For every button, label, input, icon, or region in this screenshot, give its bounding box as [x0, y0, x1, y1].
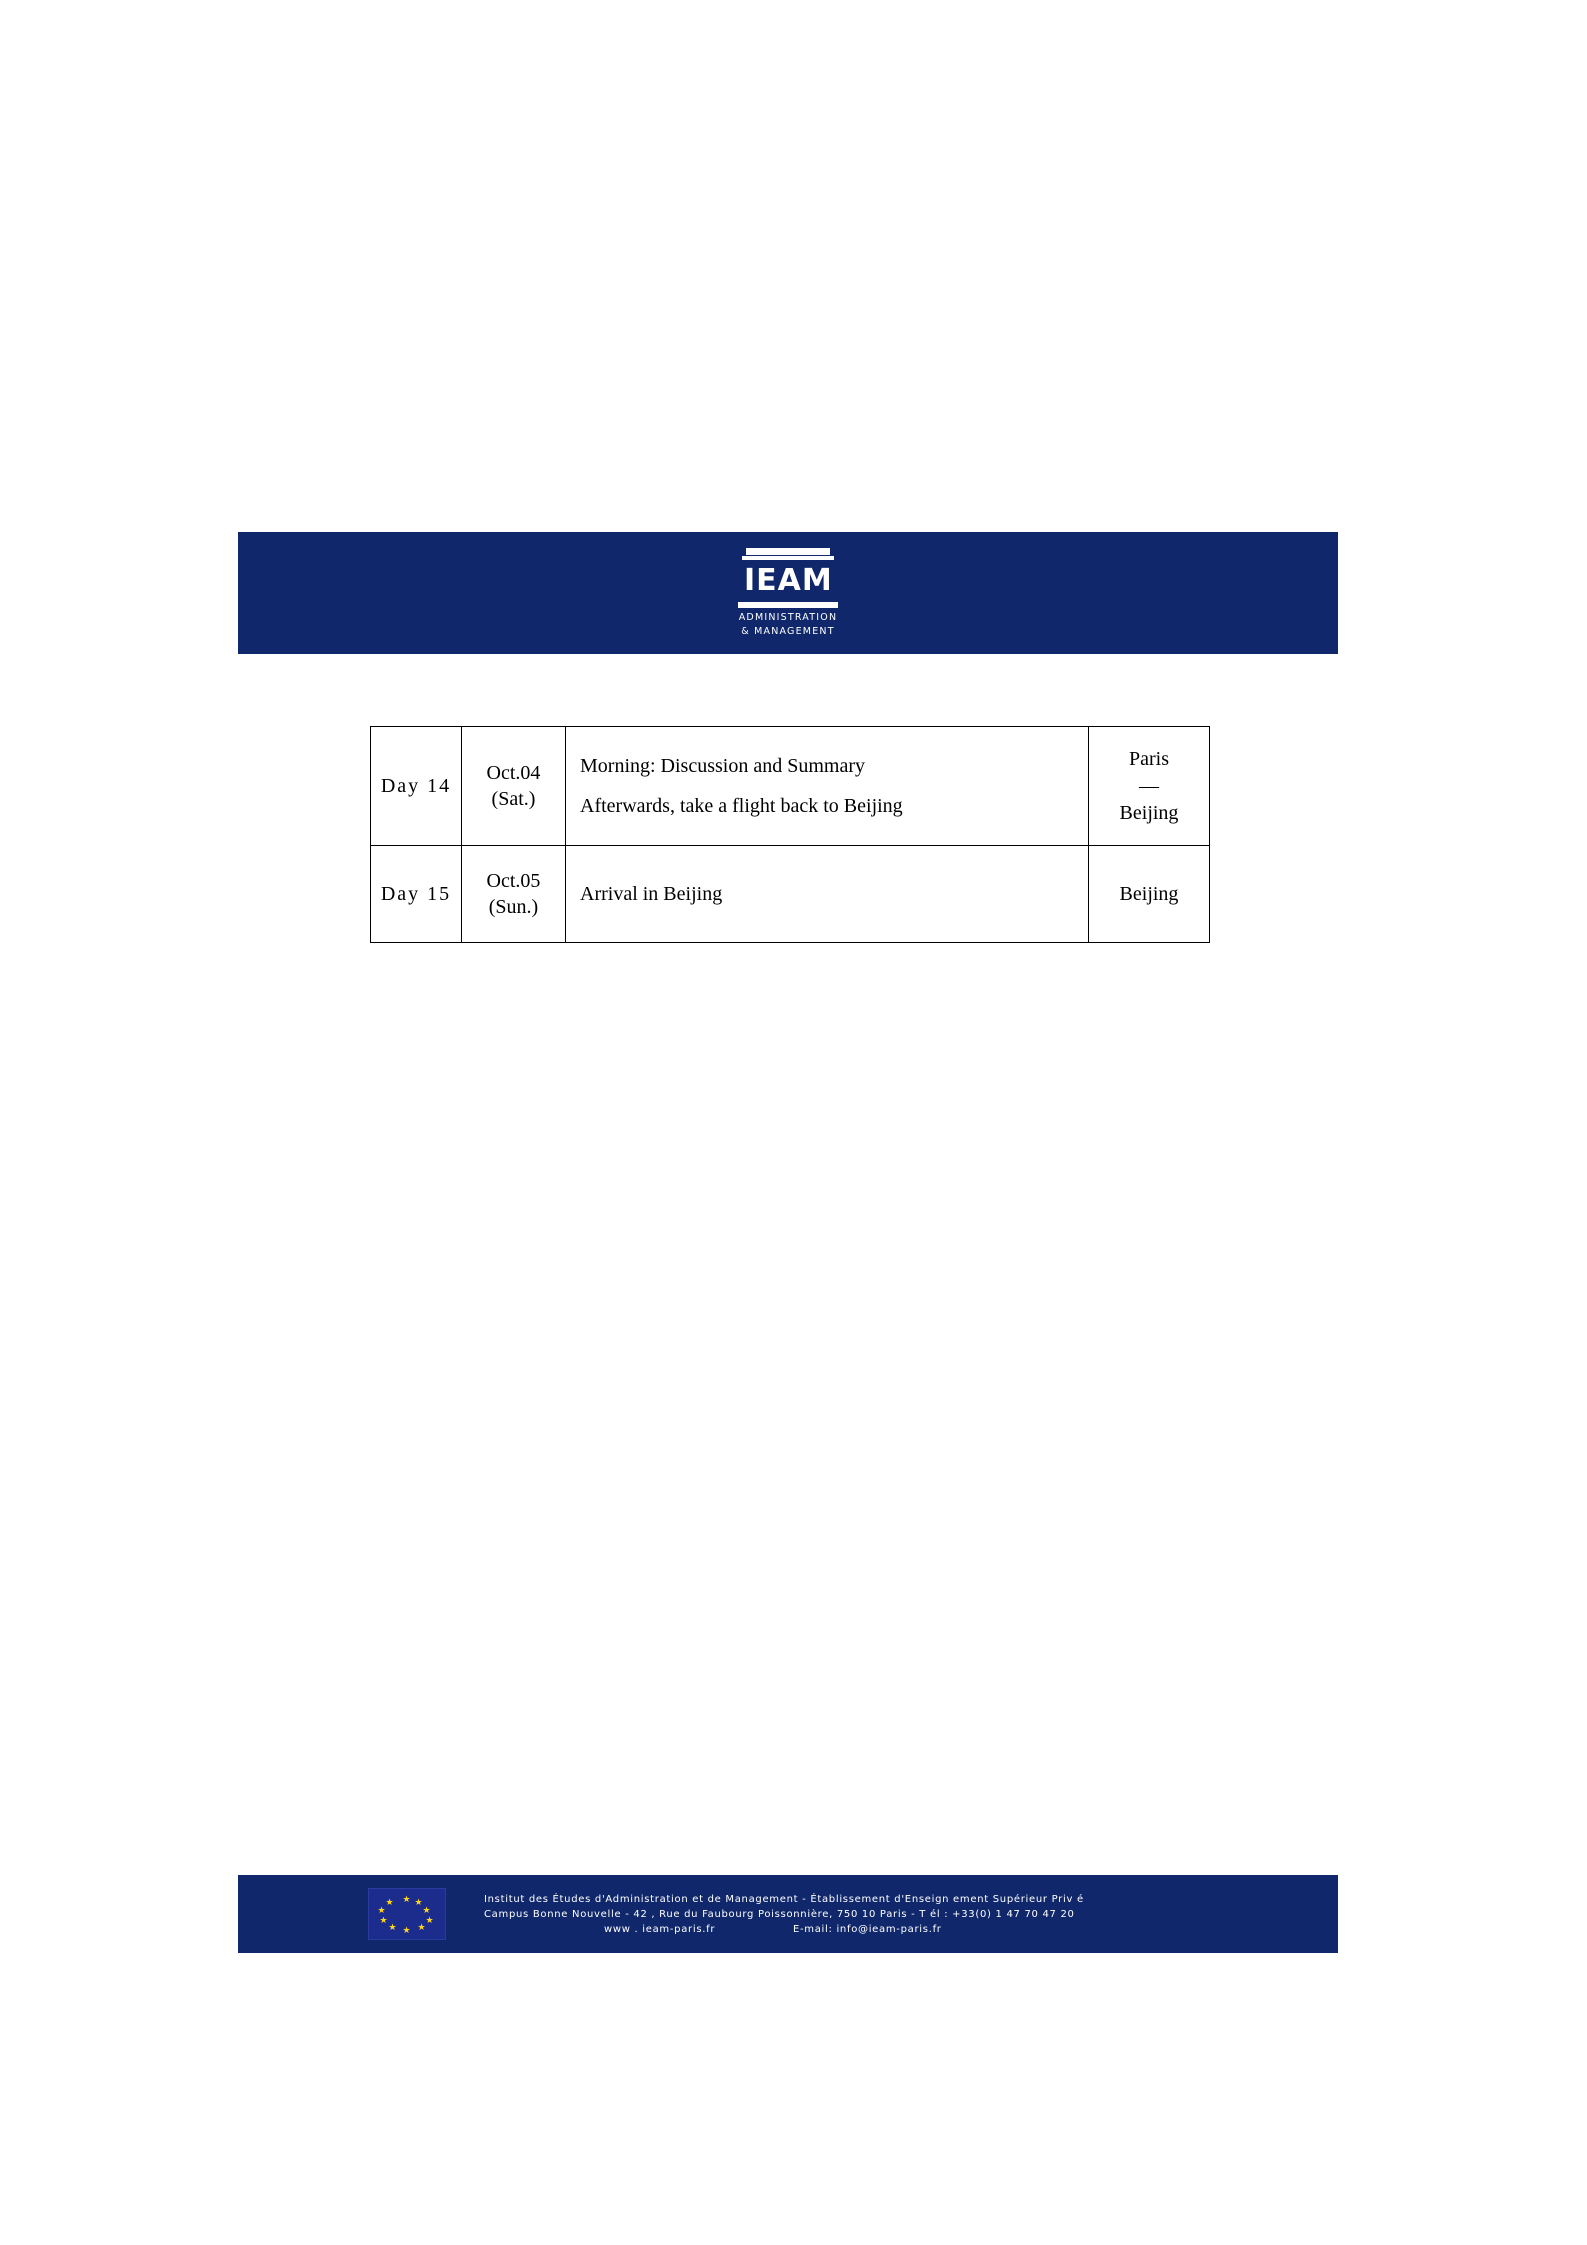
cell-date	[462, 727, 566, 846]
place-line-2: —	[1139, 774, 1159, 797]
table-row	[371, 727, 1210, 846]
cell-day	[371, 846, 462, 943]
date-line-1: Oct.05	[486, 870, 541, 892]
logo-letters: IEAM	[744, 563, 833, 598]
footer-line-1: Institut des Études d'Administration et de Management - Établissement d'Enseign ement Supérieur Priv é	[484, 1893, 1084, 1905]
cell-detail	[566, 846, 1089, 943]
temple-icon	[718, 548, 858, 610]
cell-place	[1089, 846, 1210, 943]
footer-email[interactable]: E-mail: info@ieam-paris.fr	[792, 1923, 942, 1935]
detail-line-2: Afterwards, take a flight back to Beijing	[580, 795, 903, 817]
page-header-banner	[238, 532, 1338, 654]
cell-detail	[566, 727, 1089, 846]
date-line-1: Oct.04	[486, 762, 541, 784]
logo-subtitle-line1: ADMINISTRATION	[738, 612, 838, 623]
table-row	[371, 846, 1210, 943]
date-line-2: (Sun.)	[488, 896, 539, 918]
cell-date	[462, 846, 566, 943]
detail-spacer	[580, 778, 1088, 794]
footer-text	[484, 1892, 1084, 1937]
day-label: Day 15	[380, 882, 452, 905]
cell-day	[371, 727, 462, 846]
footer-line-2: Campus Bonne Nouvelle - 42 , Rue du Faubourg Poissonnière, 750 10 Paris - T él : +33(0) 1 47 70 47 20	[484, 1908, 1075, 1920]
place-line-1: Paris	[1129, 747, 1169, 770]
schedule-table	[370, 726, 1210, 943]
day-label: Day 14	[380, 774, 452, 797]
page-footer-banner	[238, 1875, 1338, 1953]
logo-base	[738, 602, 838, 608]
detail-line-1: Arrival in Beijing	[580, 883, 723, 905]
detail-line-1: Morning: Discussion and Summary	[580, 755, 865, 777]
logo-subtitle-line2: & MANAGEMENT	[741, 626, 835, 637]
european-union-flag-icon: ★ ★ ★ ★ ★ ★ ★ ★ ★ ★	[368, 1888, 446, 1940]
footer-website[interactable]: www . ieam-paris.fr	[604, 1923, 716, 1935]
date-line-2: (Sat.)	[491, 788, 536, 810]
place-line-3: Beijing	[1119, 801, 1179, 824]
logo-cap-top	[746, 548, 830, 555]
logo-cap-bottom	[742, 556, 834, 560]
ieam-logo	[713, 545, 863, 641]
cell-place	[1089, 727, 1210, 846]
place-line-1: Beijing	[1119, 882, 1179, 905]
footer-line-3	[484, 1922, 1084, 1937]
